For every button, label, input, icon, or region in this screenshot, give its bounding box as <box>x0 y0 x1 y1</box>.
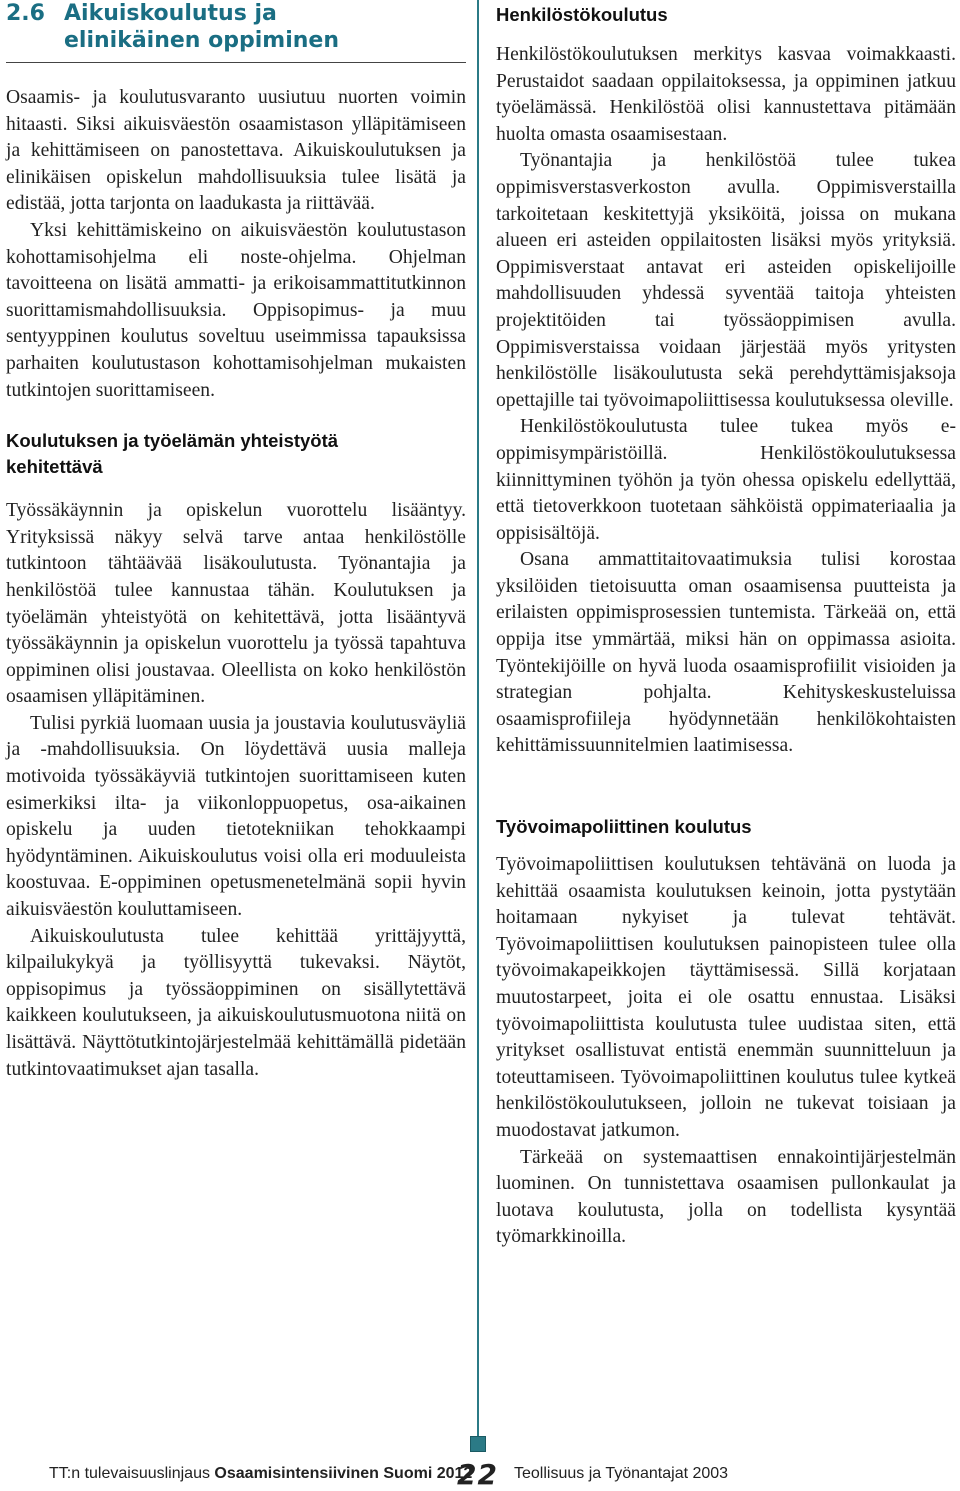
section-heading <box>6 0 466 63</box>
paragraph: Henkilöstökoulutuksen merkitys kasvaa voimakkaasti. Perustaidot saadaan oppilaitoksessa, ja oppiminen jatkuu työelämässä. Henkilöstöä olisi kannustettava pitämään huolta omasta osaamisestaan. <box>496 44 956 145</box>
paragraph: Työnantajia ja henkilöstöä tulee tukea oppimisverstasverkoston avulla. Oppimisverstailla tarkoitetaan keskitettyjä yksiköitä, joissa on mukana alueen eri asteiden oppilaitosten lisäksi myös yrityksiä. Oppimisverstaat antavat eri asteiden opiskelijoille mahdollisuuden yhdessä syventää taitoja yhteisten projektitöiden tai työssäoppimisen avulla. Oppimisverstaissa voidaan järjestää myös yritysten henkilöstölle lisäkoulutusta sekä perehdyttämisjaksoja opettajille tai työvoimapoliittisessa koulutuksessa oleville. <box>496 150 956 411</box>
paragraph: Työssäkäynnin ja opiskelun vuorottelu lisääntyy. Yrityksissä näkyy selvä tarve antaa henkilöstölle tutkintoon tähtäävää lisäkoulutusta. Työnantajia ja henkilöstöä tulee kannustaa tähän. Koulutuksen ja työelämän yhteistyötä on kehitettävä, jotta lisääntyvä työssäkäynnin ja opiskelun vuorottelu ja työssä tapahtuva oppiminen olisi joustavaa. Oleellista on koko henkilöstön osaamisen ylläpitäminen. <box>6 500 466 708</box>
left-column <box>6 0 466 1083</box>
paragraph: Tulisi pyrkiä luomaan uusia ja joustavia koulutusväyliä ja -mahdollisuuksia. On löydettävä uusia malleja motivoida työssäkäyviä tutkintojen suorittamiseen kuten esimerkiksi ilta- ja viikonloppuopetus, osa-aikainen opiskelu ja uuden tietotekniikan tehokkaampi hyödyntäminen. Aikuiskoulutus voisi olla eri moduuleista koostuvaa. E-oppiminen opetusmenetelmänä sopii hyvin aikuisväestön kouluttamiseen. <box>6 712 466 921</box>
subheading-cooperation <box>6 428 466 480</box>
footer-publisher: Teollisuus ja Työnantajat 2003 <box>514 1465 729 1482</box>
subheading-line1: Koulutuksen ja työelämän yhteistyötä <box>6 430 339 452</box>
right-column <box>496 0 956 1251</box>
page-marker-square <box>470 1436 486 1452</box>
paragraph: Työvoimapoliittisen koulutuksen tehtävänä on luoda ja kehittää osaamista koulutuksen keinoin, jotta pystytään hoitamaan nykyiset ja tulevat tehtävät. Työvoimapoliittisen koulutuksen painopisteen tulee olla työvoimakapeikkojen täyttämisessä. Sillä korjataan muutostarpeet, joita ei ole osattu ennustaa. Lisäksi työvoimapoliittista koulutusta tulee uudistaa siten, että yritykset osallistuvat entistä enemmän suunnitteluun ja toteuttamiseen. Työvoimapoliittinen koulutus tulee kytkeä henkilöstökoulutukseen, jolloin ne tukevat toisiaan ja muodostavat jatkumon. <box>496 854 956 1141</box>
footer-publication <box>49 1465 472 1483</box>
page-footer <box>0 1458 960 1491</box>
section-rule <box>6 62 466 63</box>
subheading-line2: kehitettävä <box>6 456 103 478</box>
paragraph: Tärkeää on systemaattisen ennakointijärjestelmän luominen. On tunnistettava osaamisen pullonkaulat ja luotava koulutusta, jolla on todellista kysyntää työmarkkinoilla. <box>496 1146 956 1248</box>
paragraph: Yksi kehittämiskeino on aikuisväestön koulutustason kohottamisohjelma eli noste-ohjelma. Ohjelman tavoitteena on lisätä ammatti- ja erikoisammattitutkinnon suorittamismahdollisuuksia. Oppisopimus- ja muu sentyyppinen koulutus soveltuu useimmissa tapauksissa parhaiten koulutustason kohottamisohjelman mukaisten tutkintojen suorittamiseen. <box>6 219 466 401</box>
column-divider-bar <box>477 0 479 1436</box>
paragraph: Aikuiskoulutusta tulee kehittää yrittäjyyttä, kilpailukykyä ja työllisyyttä tukevaksi. Näytöt, oppisopimus ja työssäoppiminen on sisällytettävä kaikkeen koulutukseen, ja aikuiskoulutusmuotona niitä on lisättävä. Näyttötutkintojärjestelmää kehittämällä pidetään tutkintovaatimukset ajan tasalla. <box>6 925 466 1080</box>
subheading-labour-policy-training: Työvoimapoliittinen koulutus <box>496 816 752 838</box>
paragraph: Osaamis- ja koulutusvaranto uusiutuu nuorten voimin hitaasti. Siksi aikuisväestön osaamistason ylläpitämiseen ja kehittämiseen on panostettava. Aikuiskoulutuksen ja elinikäisen opiskelun mahdollisuuksia tulee lisätä ja edistää, jotta tarjonta on laadukasta ja riittävää. <box>6 87 466 215</box>
section-title-line2: elinikäinen oppiminen <box>64 28 339 53</box>
section-title-line1: Aikuiskoulutus ja <box>64 1 277 26</box>
footer-title: Osaamisintensiivinen Suomi 2012 <box>214 1465 473 1482</box>
paragraph: Henkilöstökoulutusta tulee tukea myös e-oppimisympäristöillä. Henkilöstökoulutuksessa kiinnittyminen työhön ja työn ohessa opiskelu edellyttää, että tietoverkkoon tuotetaan sähköistä oppimateriaalia ja oppisisältöjä. <box>496 416 956 544</box>
section-number: 2.6 <box>6 1 45 26</box>
page-number: 22 <box>457 1458 498 1491</box>
footer-prefix: TT:n tulevaisuuslinjaus <box>49 1465 210 1482</box>
paragraph: Osana ammattitaitovaatimuksia tulisi korostaa yksilöiden tietoisuutta oman osaamisensa puutteista ja erilaisten oppimisprosessien tuntemista. Tärkeää on, että oppija itse ymmärtää, miksi hän on oppimassa asioita. Työntekijöille on hyvä luoda osaamisprofiilit visioiden ja strategian pohjalta. Kehityskeskusteluissa osaamisprofiileja hyödynnetään henkilökohtaisten kehittämissuunnitelmien laatimisessa. <box>496 549 956 757</box>
subheading-staff-training: Henkilöstökoulutus <box>496 4 668 25</box>
